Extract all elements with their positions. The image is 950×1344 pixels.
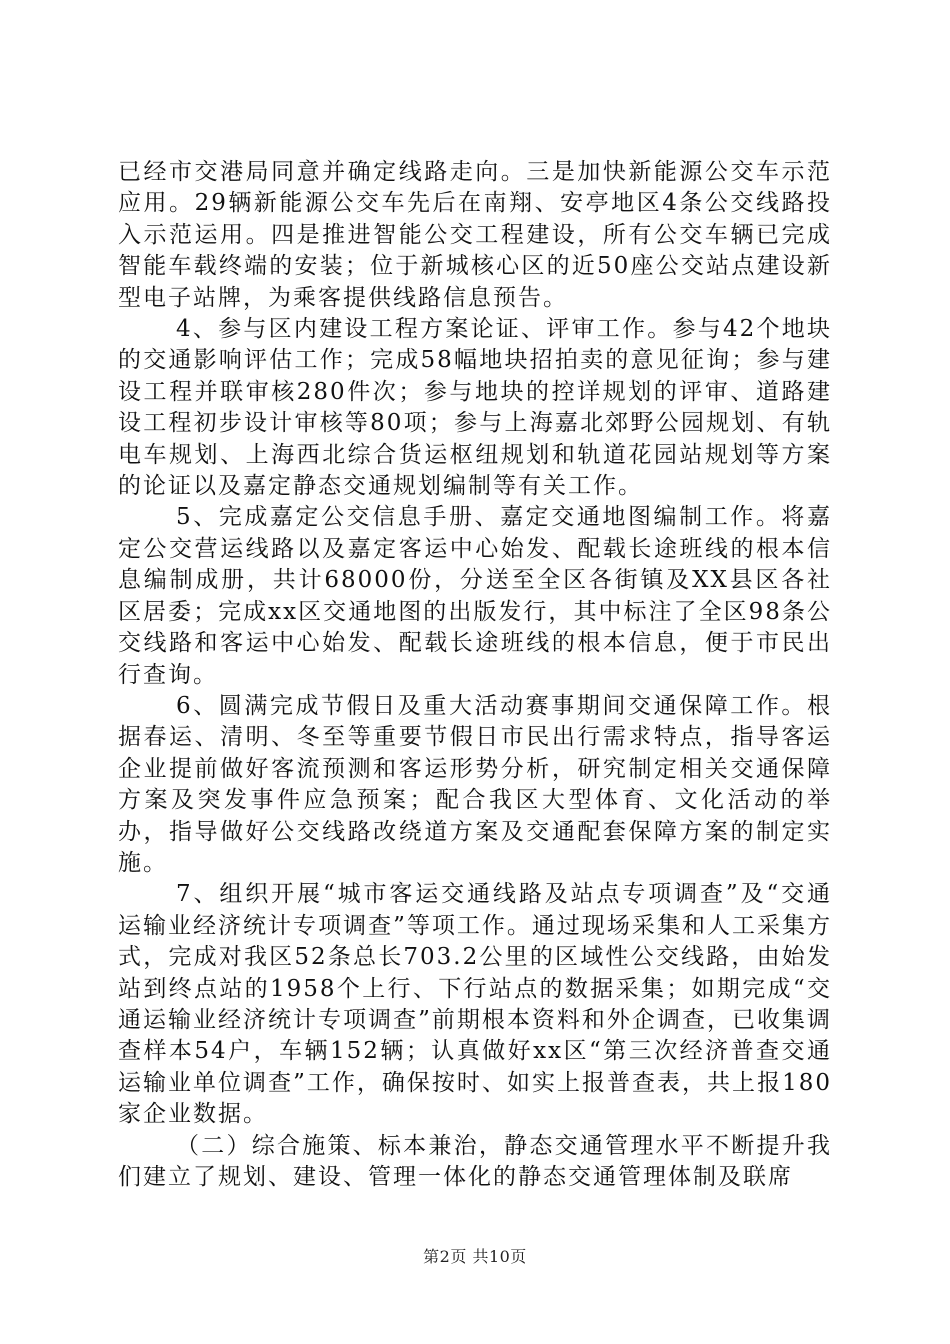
paragraph-item-6: 6、圆满完成节假日及重大活动赛事期间交通保障工作。根据春运、清明、冬至等重要节假日市民出行需求特点，指导客运企业提前做好客流预测和客运形势分析，研究制定相关交通保障方案及突发事件应急预案；配合我区大型体育、文化活动的举办，指导做好公交线路改绕道方案及交通配套保障方案的制定实施。 — [118, 692, 832, 876]
page-number-footer: 第2页 共10页 — [423, 1247, 527, 1266]
paragraph-item-4: 4、参与区内建设工程方案论证、评审工作。参与42个地块的交通影响评估工作；完成58幅地块招拍卖的意见征询；参与建设工程并联审核280件次；参与地块的控详规划的评审、道路建设工程初步设计审核等80项；参与上海嘉北郊野公园规划、有轨电车规划、上海西北综合货运枢纽规划和轨道花园站规划等方案的论证以及嘉定静态交通规划编制等有关工作。 — [118, 316, 832, 500]
paragraph-item-5: 5、完成嘉定公交信息手册、嘉定交通地图编制工作。将嘉定公交营运线路以及嘉定客运中心始发、配载长途班线的根本信息编制成册，共计68000份，分送至全区各街镇及XX县区各社区居委；完成xx区交通地图的出版发行，其中标注了全区98条公交线路和客运中心始发、配载长途班线的根本信息，便于市民出行查询。 — [118, 504, 832, 688]
paragraph-section-ii: （二）综合施策、标本兼治，静态交通管理水平不断提升我们建立了规划、建设、管理一体化的静态交通管理体制及联席 — [118, 1132, 832, 1190]
document-body — [118, 157, 832, 1193]
paragraph-item-7: 7、组织开展“城市客运交通线路及站点专项调查”及“交通运输业经济统计专项调查”等项工作。通过现场采集和人工采集方式，完成对我区52条总长703.2公里的区域性公交线路，由始发站到终点站的1958个上行、下行站点的数据采集；如期完成“交通运输业经济统计专项调查”前期根本资料和外企调查，已收集调查样本54户，车辆152辆；认真做好xx区“第三次经济普查交通运输业单位调查”工作，确保按时、如实上报普查表，共上报180家企业数据。 — [118, 881, 832, 1128]
paragraph-intro-continuation: 已经市交港局同意并确定线路走向。三是加快新能源公交车示范应用。29辆新能源公交车先后在南翔、安亭地区4条公交线路投入示范运用。四是推进智能公交工程建设，所有公交车辆已完成智能车载终端的安装；位于新城核心区的近50座公交站点建设新型电子站牌，为乘客提供线路信息预告。 — [118, 159, 832, 311]
